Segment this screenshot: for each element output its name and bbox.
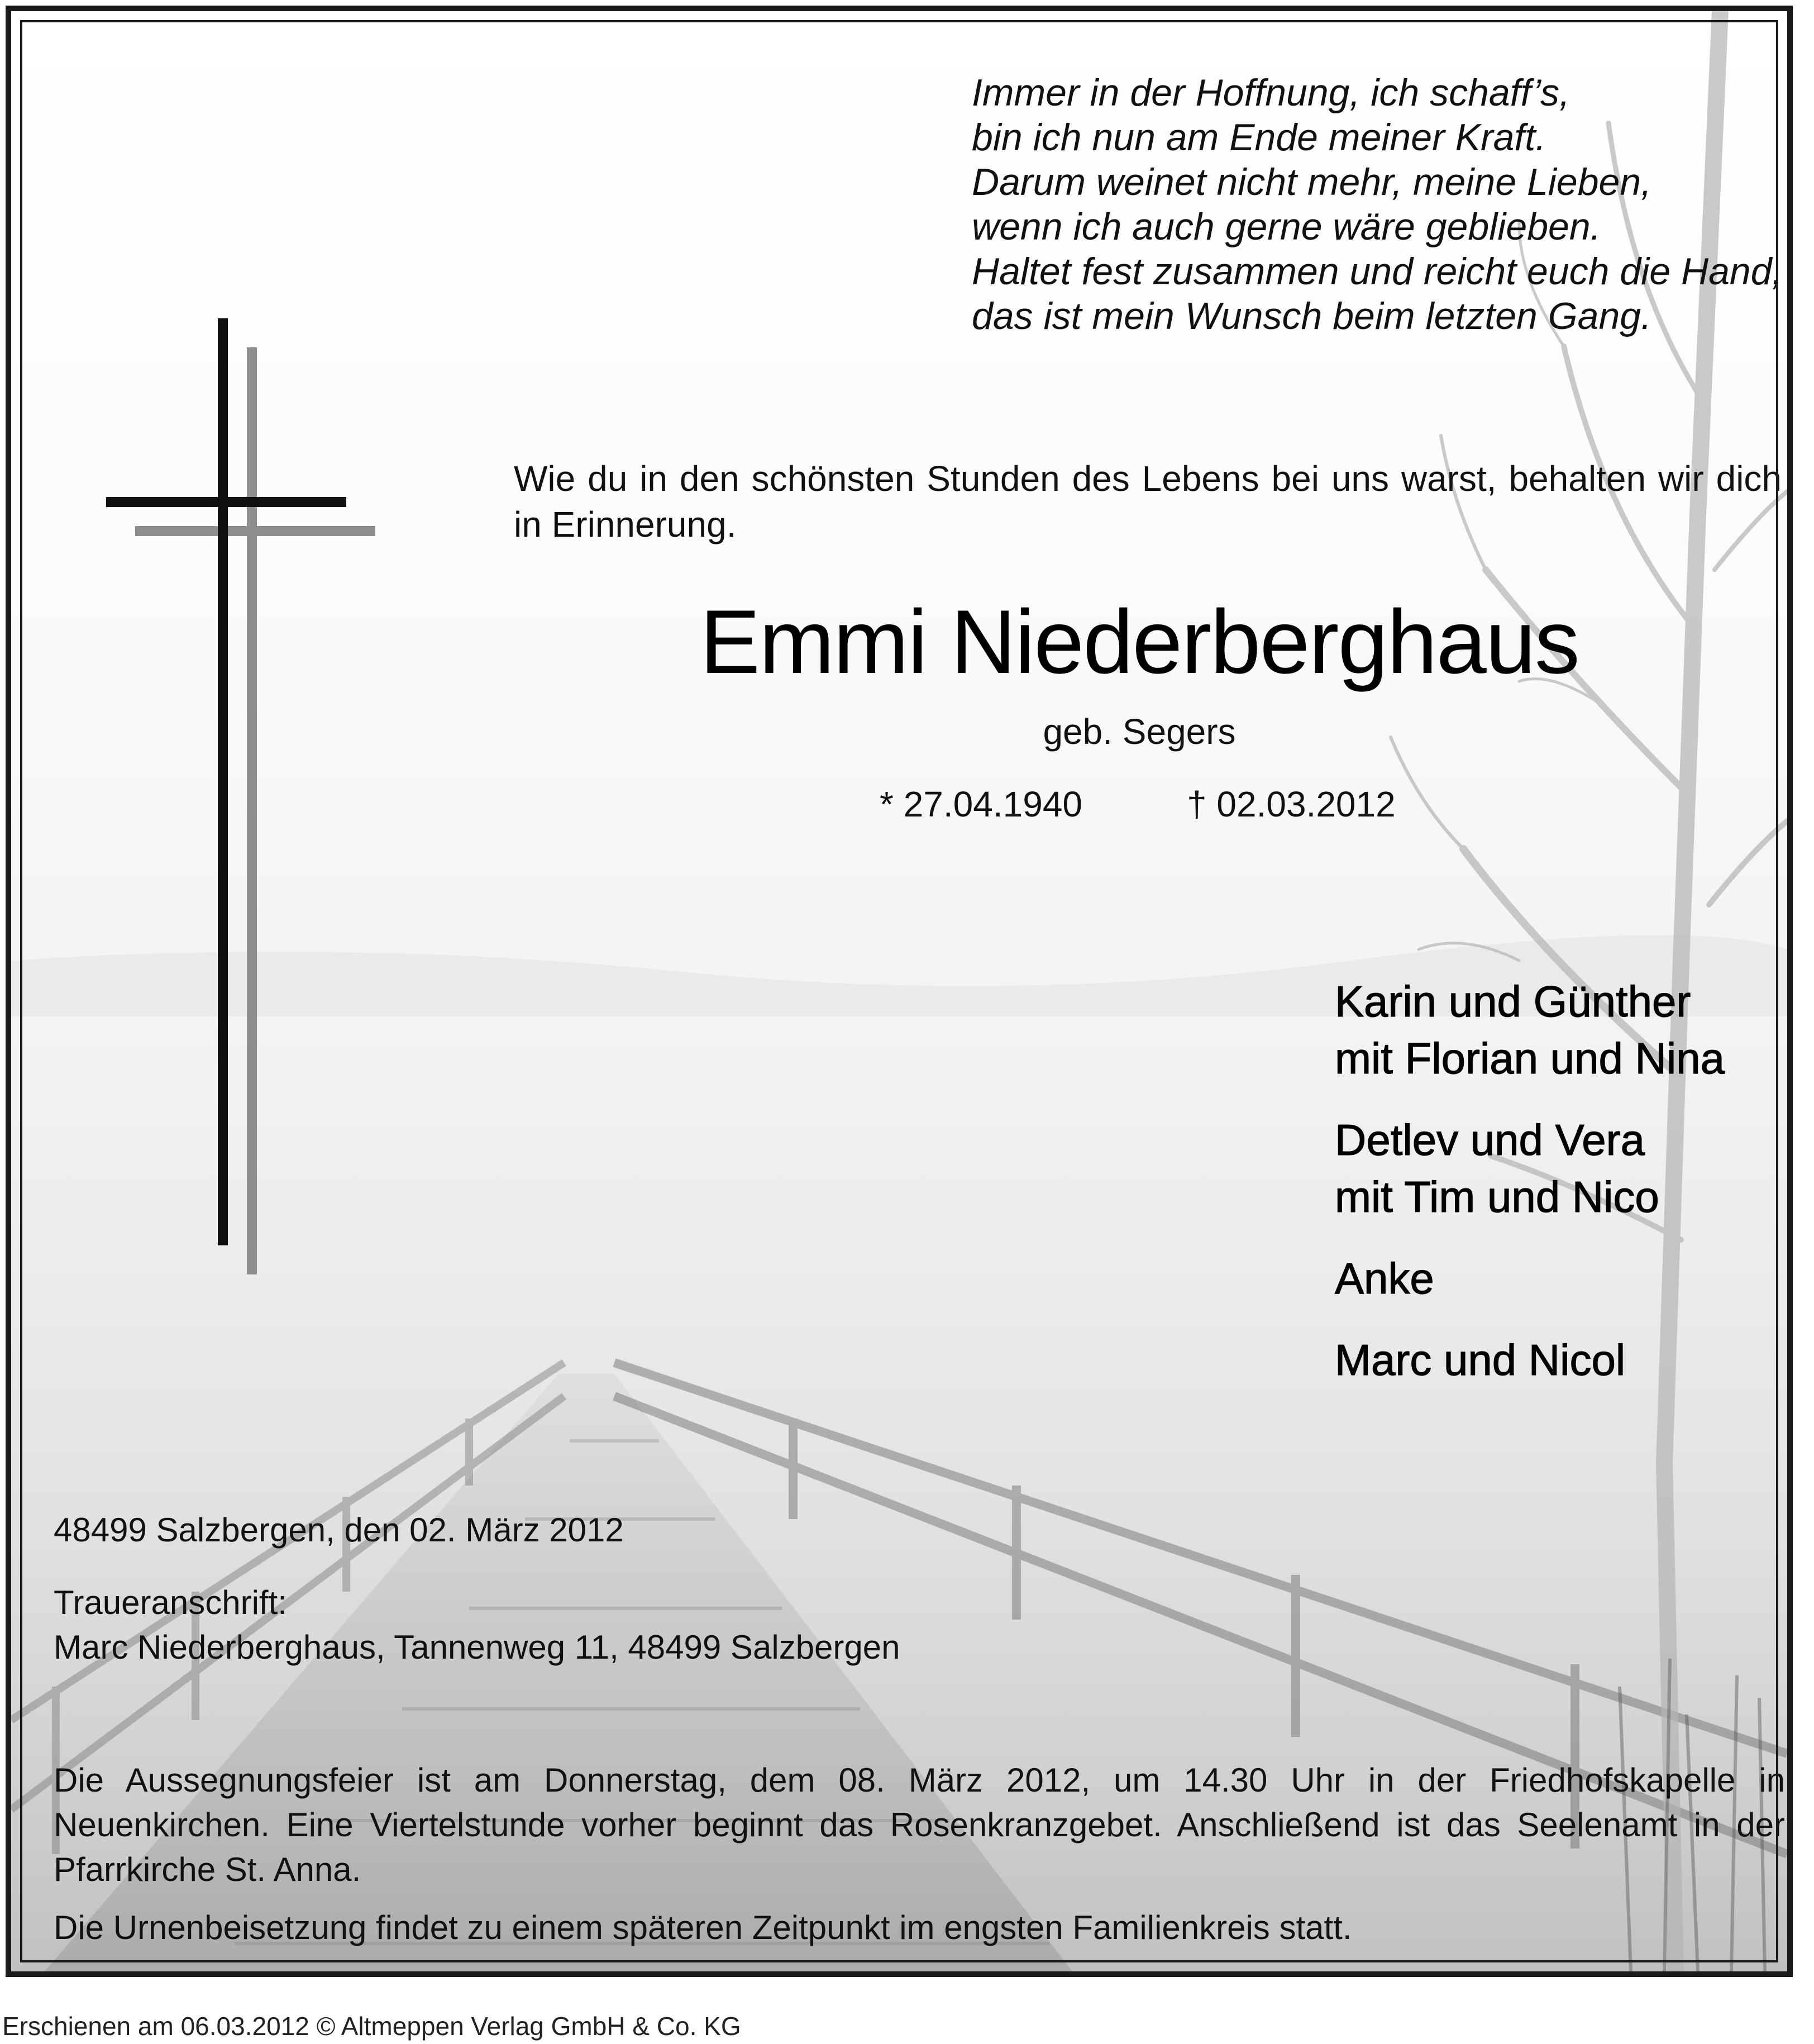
family-line: Anke <box>1335 1254 1434 1303</box>
family-line: Detlev und Vera <box>1335 1115 1645 1164</box>
place-date: 48499 Salzbergen, den 02. März 2012 <box>54 1511 624 1549</box>
family-line: Marc und Nicol <box>1335 1335 1626 1384</box>
cross-black-horizontal <box>106 497 346 507</box>
family-line: mit Florian und Nina <box>1335 1034 1725 1083</box>
urn-burial-text: Die Urnenbeisetzung findet zu einem späteren Zeitpunkt im engsten Familienkreis statt. <box>54 1909 1352 1946</box>
address-value: Marc Niederberghaus, Tannenweg 11, 48499 Salzbergen <box>54 1628 900 1666</box>
family-group <box>1335 1331 1782 1388</box>
poem-line: Immer in der Hoffnung, ich schaff’s, <box>972 71 1570 114</box>
family-group <box>1335 1111 1782 1225</box>
cross-black-vertical <box>218 318 228 1245</box>
family-line: mit Tim und Nico <box>1335 1172 1659 1221</box>
birth-date: * 27.04.1940 <box>880 784 1082 824</box>
poem-line: Haltet fest zusammen und reicht euch die Hand, <box>972 250 1783 293</box>
address-label: Traueranschrift: <box>54 1584 287 1621</box>
deceased-name: Emmi Niederberghaus <box>700 591 1579 693</box>
mourning-address <box>54 1580 900 1670</box>
ceremony-text: Die Aussegnungsfeier ist am Donnerstag, dem 08. März 2012, um 14.30 Uhr in der Friedhofskapelle in Neuenkirchen. Eine Viertelstunde vorher beginnt das Rosenkranzgebet. Anschließend ist das Seelenamt in der Pfarrkirche St. Anna. <box>54 1761 1785 1888</box>
death-date: † 02.03.2012 <box>1187 784 1396 824</box>
poem-line: bin ich nun am Ende meiner Kraft. <box>972 116 1546 159</box>
obituary-frame <box>6 6 1793 1977</box>
cross-gray-vertical <box>247 347 257 1274</box>
poem-line: das ist mein Wunsch beim letzten Gang. <box>972 295 1651 337</box>
maiden-name: geb. Segers <box>1043 711 1236 752</box>
poem <box>972 70 1787 338</box>
poem-line: Darum weinet nicht mehr, meine Lieben, <box>972 161 1652 203</box>
family-line: Karin und Günther <box>1335 977 1691 1026</box>
family-group <box>1335 973 1782 1087</box>
cross-gray-horizontal <box>135 526 375 536</box>
memory-text: Wie du in den schönsten Stunden des Lebens bei uns warst, behalten wir dich in Erinnerung. <box>514 459 1782 545</box>
publication-footer: Erschienen am 06.03.2012 © Altmeppen Verlag GmbH & Co. KG <box>2 2012 741 2041</box>
poem-line: wenn ich auch gerne wäre geblieben. <box>972 206 1601 248</box>
family-group <box>1335 1250 1782 1307</box>
